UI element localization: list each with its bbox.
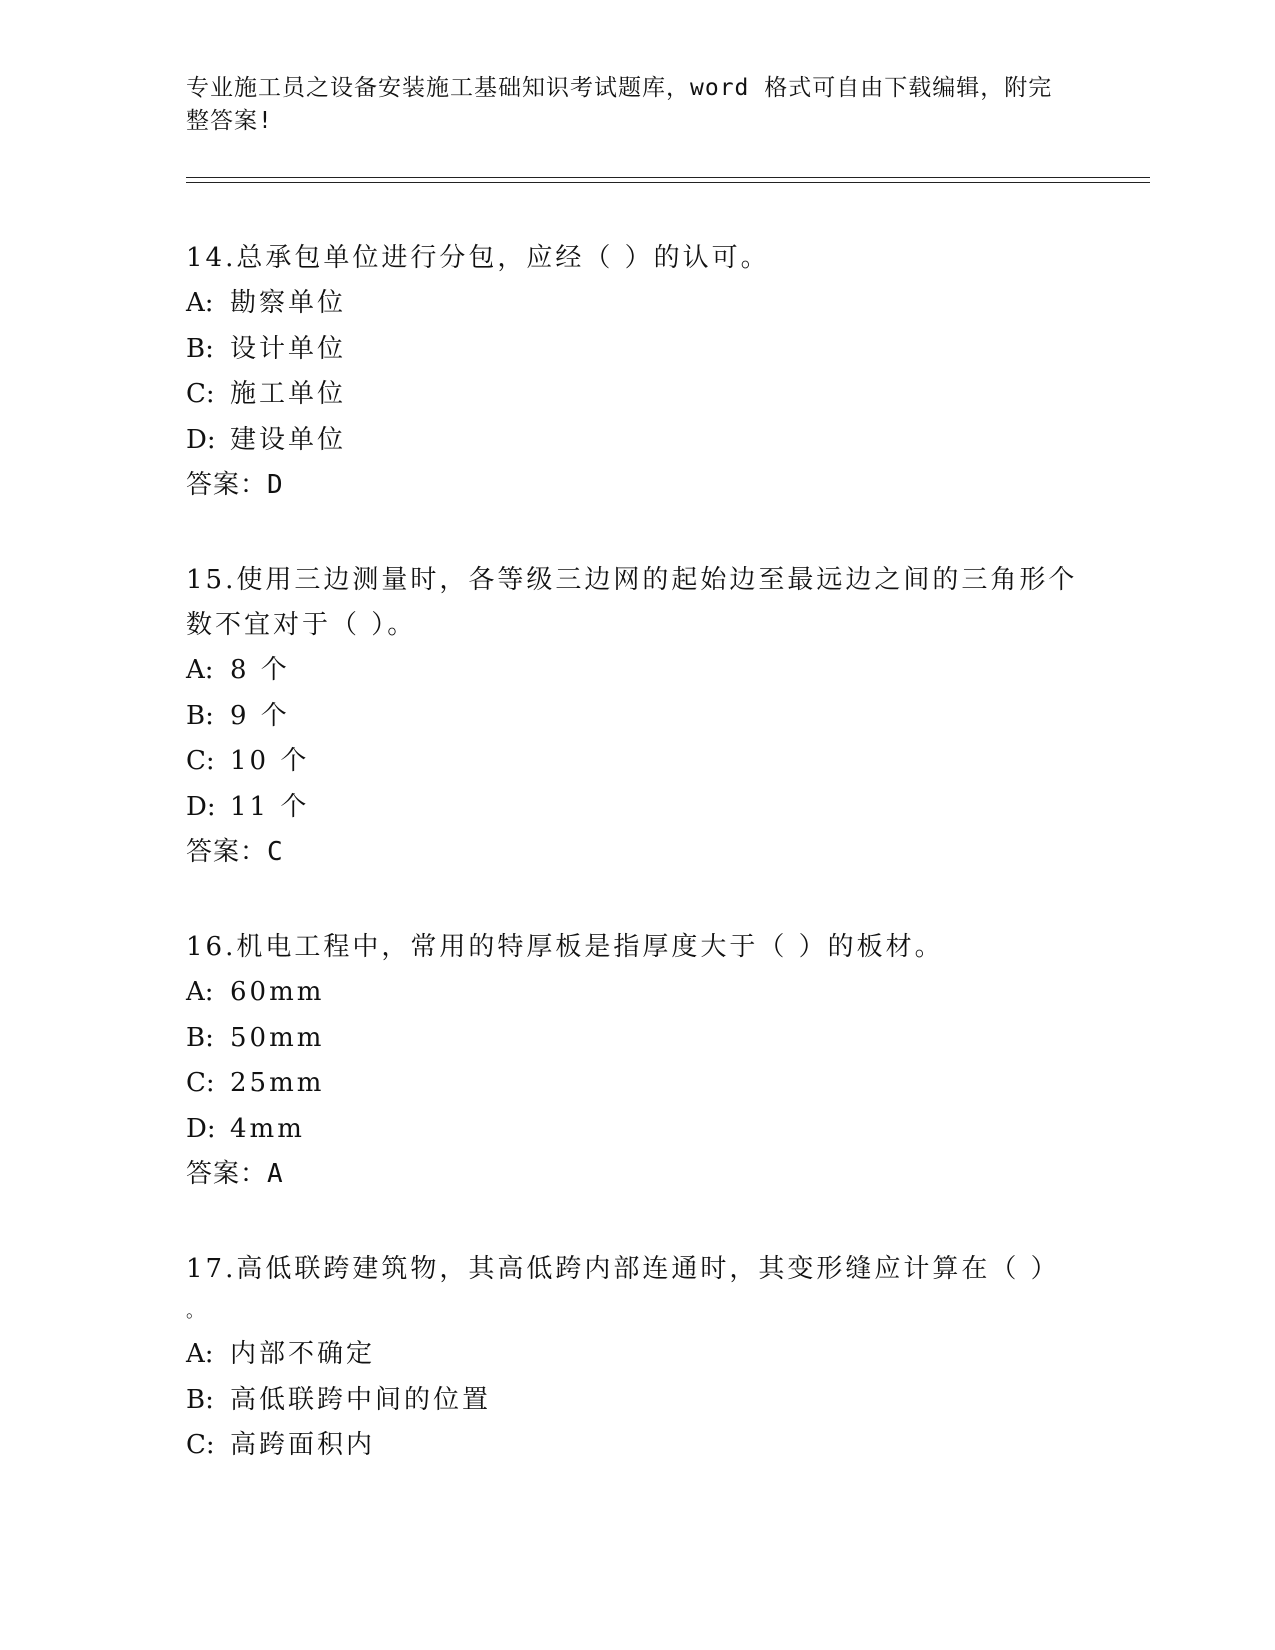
option-letter: D: — [186, 424, 216, 455]
option-text: 勘察单位 — [230, 288, 347, 318]
option-letter: C: — [186, 746, 215, 776]
question-15 — [186, 558, 1086, 875]
option-letter: C: — [186, 1068, 215, 1098]
option-text: 设计单位 — [230, 333, 347, 364]
option-b — [186, 327, 1086, 373]
answer-line — [186, 830, 1086, 875]
option-a — [186, 1332, 1086, 1378]
header-line-1: 专业施工员之设备安装施工基础知识考试题库，word 格式可自由下载编辑，附完 — [186, 75, 1053, 101]
question-14 — [186, 236, 1086, 508]
option-letter: A: — [186, 1339, 214, 1369]
answer-value: A — [267, 1159, 284, 1189]
question-stem-line-2: 。 — [186, 1301, 207, 1322]
document-header — [186, 72, 1066, 138]
option-letter: B: — [186, 333, 214, 364]
answer-value: D — [267, 470, 284, 500]
answer-label: 答案： — [186, 837, 268, 867]
option-text: 施工单位 — [230, 379, 347, 409]
option-letter: C: — [186, 1430, 215, 1460]
option-d — [186, 785, 1086, 831]
option-d — [186, 1107, 1086, 1153]
answer-value: C — [267, 837, 284, 867]
option-c — [186, 372, 1086, 418]
answer-label: 答案： — [186, 470, 268, 500]
option-text: 11 个 — [230, 791, 310, 822]
answer-line — [186, 1152, 1086, 1197]
option-text: 9 个 — [230, 700, 290, 731]
question-stem: 14.总承包单位进行分包，应经（ ）的认可。 — [186, 243, 770, 273]
option-letter: A: — [186, 977, 214, 1007]
option-c — [186, 1423, 1086, 1469]
option-letter: D: — [186, 1113, 216, 1144]
option-b — [186, 1016, 1086, 1062]
answer-line — [186, 463, 1086, 508]
answer-label: 答案： — [186, 1159, 268, 1189]
option-text: 高低联跨中间的位置 — [230, 1384, 492, 1415]
question-17 — [186, 1247, 1086, 1469]
option-d — [186, 418, 1086, 464]
option-a — [186, 970, 1086, 1016]
option-letter: C: — [186, 379, 215, 409]
option-letter: D: — [186, 791, 216, 822]
option-b — [186, 694, 1086, 740]
option-text: 8 个 — [230, 655, 290, 685]
question-stem-line-2: 数不宜对于（ ）。 — [186, 610, 417, 640]
question-list — [186, 236, 1086, 1519]
question-16 — [186, 925, 1086, 1197]
option-letter: B: — [186, 1022, 214, 1053]
question-stem-line-1: 17.高低联跨建筑物，其高低跨内部连通时，其变形缝应计算在（ ） — [186, 1254, 1060, 1284]
question-stem-line-1: 15.使用三边测量时，各等级三边网的起始边至最远边之间的三角形个 — [186, 565, 1078, 595]
option-letter: B: — [186, 1384, 214, 1415]
option-b — [186, 1378, 1086, 1424]
option-text: 25mm — [230, 1068, 325, 1098]
option-letter: A: — [186, 288, 214, 318]
option-letter: A: — [186, 655, 214, 685]
question-stem: 16.机电工程中，常用的特厚板是指厚度大于（ ）的板材。 — [186, 932, 944, 962]
option-a — [186, 648, 1086, 694]
option-text: 内部不确定 — [230, 1339, 376, 1369]
header-divider-top — [186, 177, 1150, 178]
option-c — [186, 1061, 1086, 1107]
option-text: 4mm — [230, 1113, 305, 1144]
option-a — [186, 281, 1086, 327]
option-text: 10 个 — [230, 746, 310, 776]
header-divider-bottom — [186, 182, 1150, 183]
option-text: 50mm — [230, 1022, 325, 1053]
header-line-2: 整答案! — [186, 108, 273, 134]
option-text: 高跨面积内 — [230, 1430, 376, 1460]
option-text: 60mm — [230, 977, 325, 1007]
option-c — [186, 739, 1086, 785]
option-letter: B: — [186, 700, 214, 731]
option-text: 建设单位 — [230, 424, 347, 455]
